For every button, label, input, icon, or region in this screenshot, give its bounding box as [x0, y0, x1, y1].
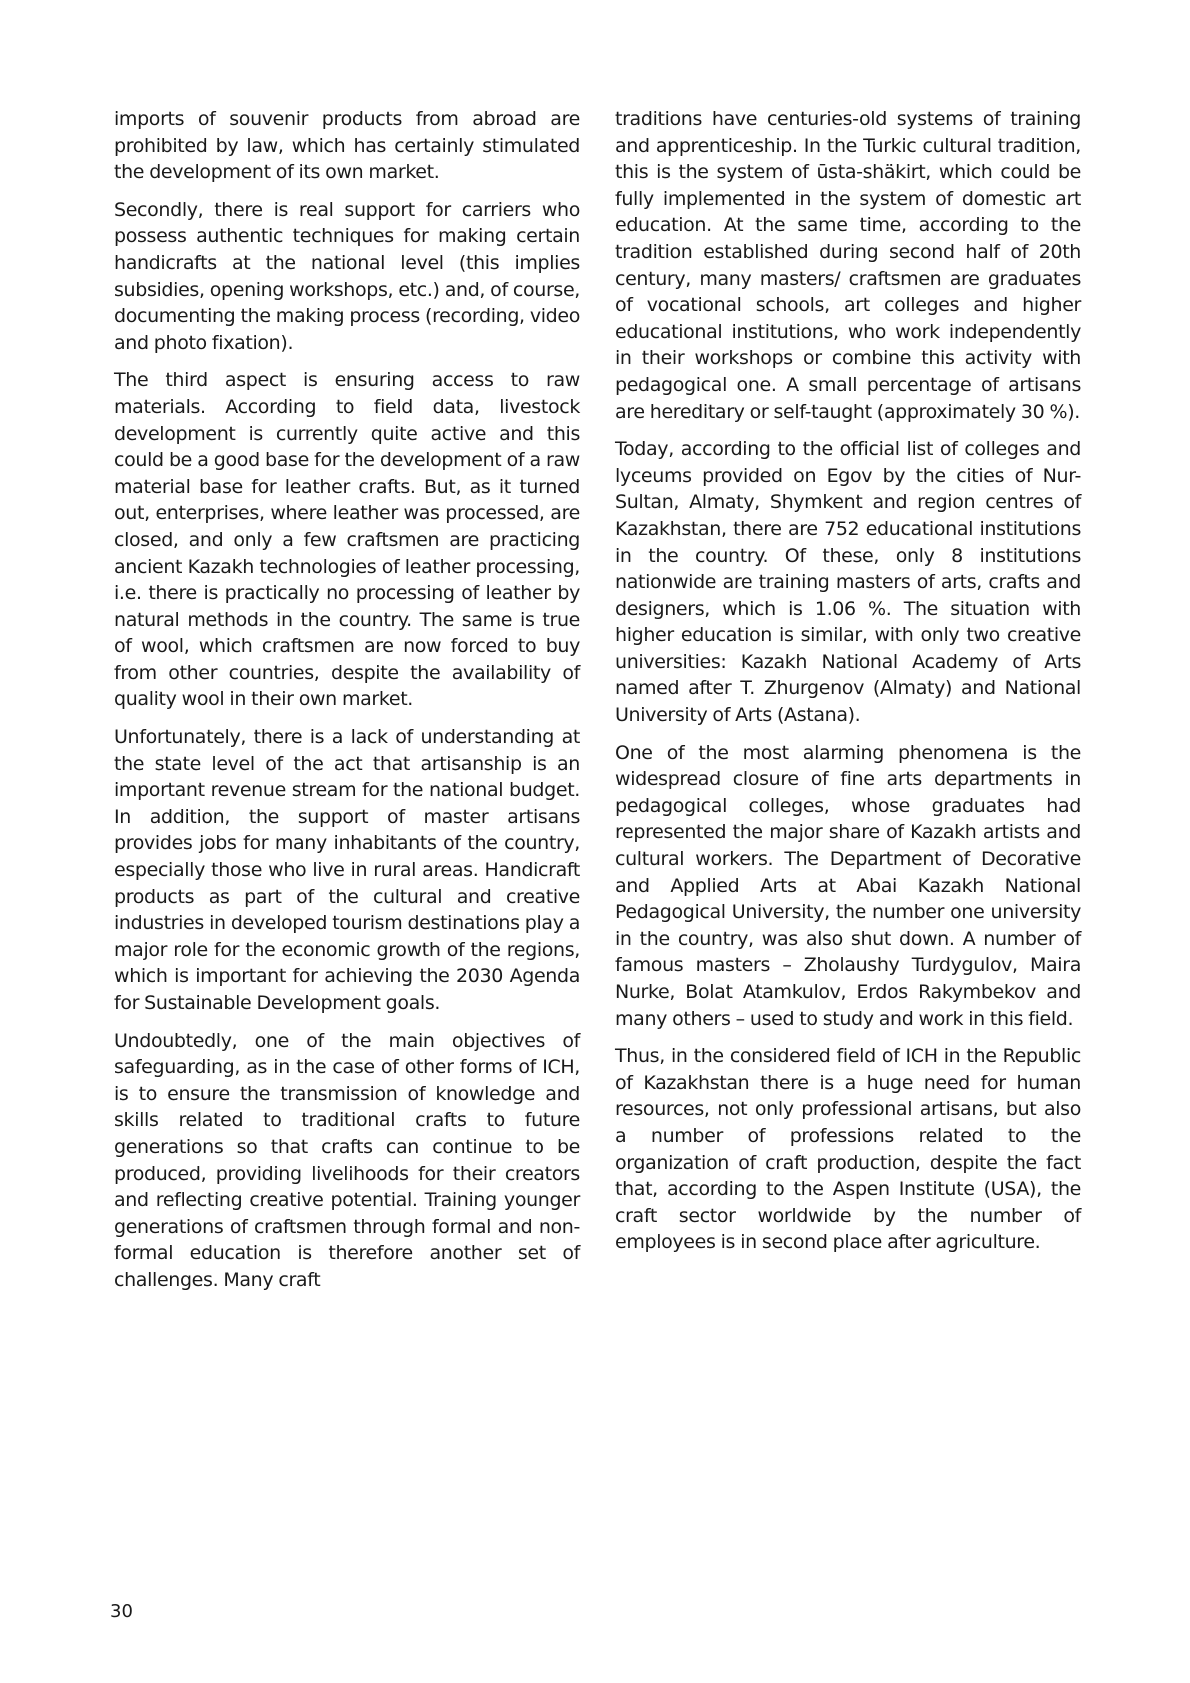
right-column: [615, 106, 1081, 1267]
body-paragraph: Secondly, there is real support for carriers who possess authentic techniques for making certain handicrafts at the national level (this implies subsidies, opening workshops, etc.) and, of course, documenting the making process (recording, video and photo fixation).: [114, 198, 580, 354]
left-column: [114, 106, 580, 1305]
body-paragraph: imports of souvenir products from abroad are prohibited by law, which has certainly stimulated the development of its own market.: [114, 108, 580, 184]
body-paragraph: traditions have centuries-old systems of training and apprenticeship. In the Turkic cultural tradition, this is the system of ūsta-shäkirt, which could be fully implemented in the system of domestic art education. At the same time, according to the tradition established during second half of 20th century, many masters/ craftsmen are graduates of vocational schools, art colleges and higher educational institutions, who work independently in their workshops or combine this activity with pedagogical one. A small percentage of artisans are hereditary or self-taught (approximately 30 %).: [615, 108, 1081, 423]
body-paragraph: Undoubtedly, one of the main objectives of safeguarding, as in the case of other forms of ICH, is to ensure the transmission of knowledge and skills related to traditional crafts to future generations so that crafts can continue to be produced, providing livelihoods for their creators and reflecting creative potential. Training younger generations of craftsmen through formal and non-formal education is therefore another set of challenges. Many craft: [114, 1029, 580, 1291]
body-paragraph: Today, according to the official list of colleges and lyceums provided on Egov by the cities of Nur-Sultan, Almaty, Shymkent and region centres of Kazakhstan, there are 752 educational institutions in the country. Of these, only 8 institutions nationwide are training masters of arts, crafts and designers, which is 1.06 %. The situation with higher education is similar, with only two creative universities: Kazakh National Academy of Arts named after T. Zhurgenov (Almaty) and National University of Arts (Astana).: [615, 438, 1081, 727]
body-paragraph: Thus, in the considered field of ICH in the Republic of Kazakhstan there is a huge need for human resources, not only professional artisans, but also a number of professions related to the organization of craft production, despite the fact that, according to the Aspen Institute (USA), the craft sector worldwide by the number of employees is in second place after agriculture.: [615, 1045, 1081, 1254]
body-paragraph: Unfortunately, there is a lack of understanding at the state level of the act that artisanship is an important revenue stream for the national budget. In addition, the support of master artisans provides jobs for many inhabitants of the country, especially those who live in rural areas. Handicraft products as part of the cultural and creative industries in developed tourism destinations play a major role for the economic growth of the regions, which is important for achieving the 2030 Agenda for Sustainable Development goals.: [114, 726, 580, 1014]
body-paragraph: The third aspect is ensuring access to raw materials. According to field data, livestock development is currently quite active and this could be a good base for the development of a raw material base for leather crafts. But, as it turned out, enterprises, where leather was processed, are closed, and only a few craftsmen are practicing ancient Kazakh technologies of leather processing, i.e. there is practically no processing of leather by natural methods in the country. The same is true of wool, which craftsmen are now forced to buy from other countries, despite the availability of quality wool in their own market.: [114, 369, 580, 711]
page-number: 30: [110, 1601, 133, 1622]
body-paragraph: One of the most alarming phenomena is the widespread closure of fine arts departments in pedagogical colleges, whose graduates had represented the major share of Kazakh artists and cultural workers. The Department of Decorative and Applied Arts at Abai Kazakh National Pedagogical University, the number one university in the country, was also shut down. A number of famous masters – Zholaushy Turdygulov, Maira Nurke, Bolat Atamkulov, Erdos Rakymbekov and many others – used to study and work in this field.: [615, 741, 1081, 1030]
